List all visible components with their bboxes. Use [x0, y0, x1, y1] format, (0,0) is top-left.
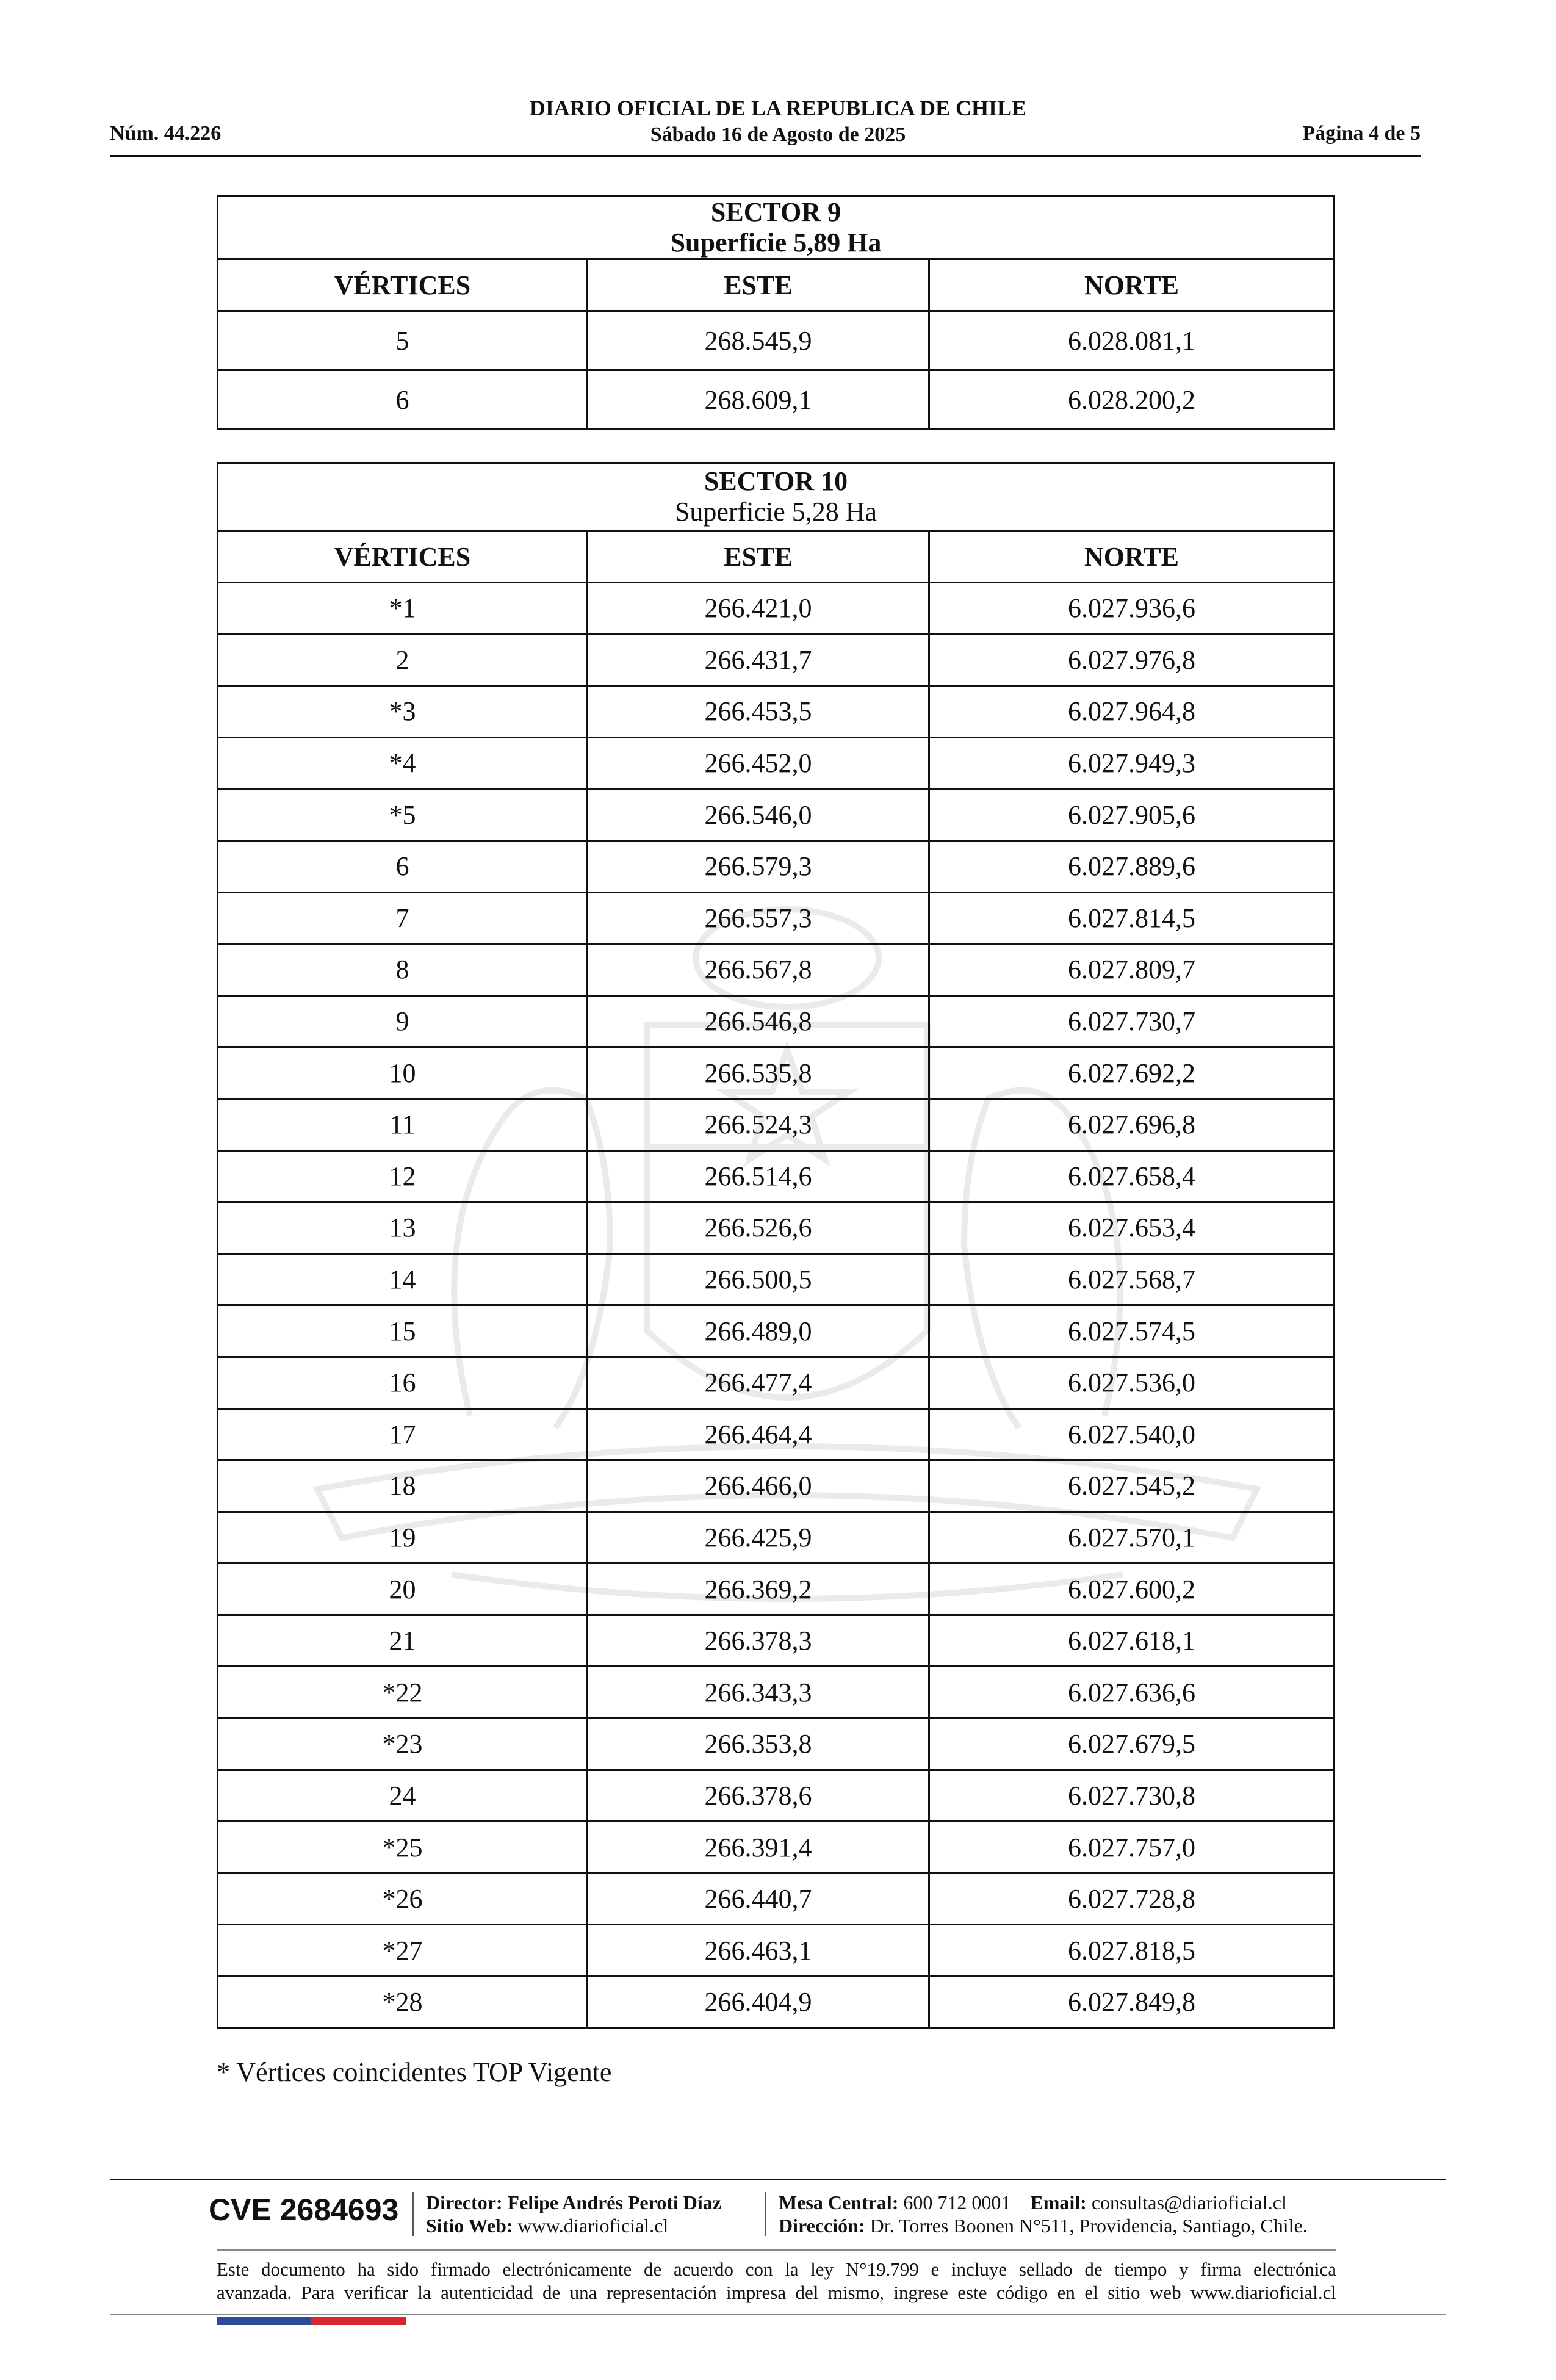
- norte-cell: 6.027.636,6: [929, 1667, 1334, 1718]
- table-row: [218, 1150, 1334, 1202]
- table-row: [218, 737, 1334, 789]
- table-row: [218, 1718, 1334, 1770]
- footer-separator: [765, 2192, 766, 2236]
- vertex-cell: 18: [218, 1460, 588, 1512]
- masthead-title: DIARIO OFICIAL DE LA REPUBLICA DE CHILE: [529, 96, 1027, 120]
- email-label: Email:: [1030, 2191, 1087, 2213]
- legal-notice: [217, 2258, 1336, 2304]
- vertex-cell: 17: [218, 1408, 588, 1460]
- table-row: [218, 1925, 1334, 1977]
- norte-cell: 6.027.658,4: [929, 1150, 1334, 1202]
- table-row: [218, 1822, 1334, 1873]
- table-row: [218, 1202, 1334, 1254]
- vertex-cell: 9: [218, 995, 588, 1047]
- este-cell: 266.404,9: [588, 1977, 929, 2028]
- table-row: [218, 1615, 1334, 1667]
- este-cell: 266.378,6: [588, 1770, 929, 1822]
- table-row: [218, 1408, 1334, 1460]
- este-cell: 266.535,8: [588, 1047, 929, 1099]
- table-row: [218, 1098, 1334, 1150]
- vertex-cell: *3: [218, 686, 588, 738]
- table-row: [218, 311, 1334, 370]
- este-cell: 266.425,9: [588, 1512, 929, 1563]
- legal-line: avanzada. Para verificar la autenticidad de una representación impresa del mismo, ingrese este código en el sitio web www.diarioficial.cl: [217, 2282, 1336, 2303]
- vertex-cell: 8: [218, 944, 588, 996]
- este-cell: 266.431,7: [588, 634, 929, 686]
- este-cell: 266.369,2: [588, 1563, 929, 1615]
- footnote: * Vértices coincidentes TOP Vigente: [217, 2057, 612, 2087]
- vertex-cell: *25: [218, 1822, 588, 1873]
- mesa-phone: 600 712 0001: [903, 2191, 1011, 2213]
- table-row: [218, 995, 1334, 1047]
- column-header-este: ESTE: [588, 259, 929, 311]
- footer-contact-block: [779, 2191, 1308, 2237]
- este-cell: 266.453,5: [588, 686, 929, 738]
- sector-9-heading: [218, 197, 1334, 259]
- table-row: [218, 634, 1334, 686]
- vertex-cell: 15: [218, 1305, 588, 1357]
- table-row: [218, 1047, 1334, 1099]
- table-row: [218, 583, 1334, 635]
- vertex-cell: 20: [218, 1563, 588, 1615]
- sector-10-table: [217, 462, 1335, 2029]
- norte-cell: 6.027.570,1: [929, 1512, 1334, 1563]
- este-cell: 266.464,4: [588, 1408, 929, 1460]
- vertex-cell: *27: [218, 1925, 588, 1977]
- legal-line: Este documento ha sido firmado electrónicamente de acuerdo con la ley N°19.799 e incluye sellado de tiempo y firma electrónica: [217, 2259, 1336, 2280]
- flag-stripe-red: [311, 2317, 406, 2325]
- norte-cell: 6.027.574,5: [929, 1305, 1334, 1357]
- address-value: Dr. Torres Boonen N°511, Providencia, Santiago, Chile.: [870, 2215, 1308, 2237]
- vertex-cell: *22: [218, 1667, 588, 1718]
- norte-cell: 6.027.964,8: [929, 686, 1334, 738]
- norte-cell: 6.028.200,2: [929, 370, 1334, 430]
- este-cell: 266.391,4: [588, 1822, 929, 1873]
- norte-cell: 6.027.679,5: [929, 1718, 1334, 1770]
- este-cell: 266.526,6: [588, 1202, 929, 1254]
- norte-cell: 6.027.545,2: [929, 1460, 1334, 1512]
- vertex-cell: 24: [218, 1770, 588, 1822]
- footer-inner-divider: [217, 2249, 1336, 2251]
- masthead-date: Sábado 16 de Agosto de 2025: [650, 123, 906, 146]
- column-header-este: ESTE: [588, 531, 929, 583]
- norte-cell: 6.027.905,6: [929, 789, 1334, 841]
- table-row: [218, 1512, 1334, 1563]
- este-cell: 266.514,6: [588, 1150, 929, 1202]
- norte-cell: 6.027.849,8: [929, 1977, 1334, 2028]
- norte-cell: 6.027.696,8: [929, 1098, 1334, 1150]
- table-row: [218, 1357, 1334, 1408]
- vertex-cell: *28: [218, 1977, 588, 2028]
- vertex-cell: 11: [218, 1098, 588, 1150]
- table-row: [218, 944, 1334, 996]
- vertex-cell: 14: [218, 1253, 588, 1305]
- vertex-cell: *26: [218, 1873, 588, 1925]
- este-cell: 266.421,0: [588, 583, 929, 635]
- vertex-cell: 5: [218, 311, 588, 370]
- cve-code: CVE 2684693: [209, 2193, 399, 2227]
- table-row: [218, 1563, 1334, 1615]
- este-cell: 266.567,8: [588, 944, 929, 996]
- table-row: [218, 370, 1334, 430]
- norte-cell: 6.027.653,4: [929, 1202, 1334, 1254]
- norte-cell: 6.027.730,7: [929, 995, 1334, 1047]
- norte-cell: 6.027.536,0: [929, 1357, 1334, 1408]
- footer-divider: [110, 2179, 1446, 2180]
- este-cell: 266.477,4: [588, 1357, 929, 1408]
- norte-cell: 6.027.692,2: [929, 1047, 1334, 1099]
- vertex-cell: 2: [218, 634, 588, 686]
- vertex-cell: 7: [218, 892, 588, 944]
- vertex-cell: 12: [218, 1150, 588, 1202]
- este-cell: 266.466,0: [588, 1460, 929, 1512]
- vertex-cell: 19: [218, 1512, 588, 1563]
- flag-stripe-blue: [217, 2317, 311, 2325]
- norte-cell: 6.027.568,7: [929, 1253, 1334, 1305]
- norte-cell: 6.027.600,2: [929, 1563, 1334, 1615]
- norte-cell: 6.027.728,8: [929, 1873, 1334, 1925]
- este-cell: 266.557,3: [588, 892, 929, 944]
- norte-cell: 6.027.814,5: [929, 892, 1334, 944]
- este-cell: 266.579,3: [588, 840, 929, 892]
- este-cell: 266.440,7: [588, 1873, 929, 1925]
- norte-cell: 6.027.949,3: [929, 737, 1334, 789]
- norte-cell: 6.027.618,1: [929, 1615, 1334, 1667]
- norte-cell: 6.027.730,8: [929, 1770, 1334, 1822]
- vertex-cell: *5: [218, 789, 588, 841]
- sector-9-table: [217, 195, 1335, 430]
- vertex-cell: *1: [218, 583, 588, 635]
- vertex-cell: *23: [218, 1718, 588, 1770]
- sector-surface: Superficie 5,28 Ha: [674, 497, 877, 527]
- address-label: Dirección:: [779, 2215, 865, 2237]
- norte-cell: 6.027.818,5: [929, 1925, 1334, 1977]
- page-indicator: Página 4 de 5: [1302, 122, 1421, 145]
- vertex-cell: 10: [218, 1047, 588, 1099]
- table-row: [218, 1977, 1334, 2028]
- este-cell: 266.353,8: [588, 1718, 929, 1770]
- este-cell: 266.546,0: [588, 789, 929, 841]
- sector-title: SECTOR 9: [710, 197, 841, 227]
- table-row: [218, 789, 1334, 841]
- vertex-cell: 6: [218, 840, 588, 892]
- website-link[interactable]: www.diarioficial.cl: [517, 2215, 669, 2237]
- sector-surface: Superficie 5,89 Ha: [670, 228, 882, 258]
- este-cell: 266.500,5: [588, 1253, 929, 1305]
- este-cell: 266.489,0: [588, 1305, 929, 1357]
- table-row: [218, 892, 1334, 944]
- table-row: [218, 686, 1334, 738]
- sector-title: SECTOR 10: [704, 466, 848, 496]
- column-header-norte: NORTE: [929, 531, 1334, 583]
- table-row: [218, 840, 1334, 892]
- column-header-vertices: VÉRTICES: [218, 259, 588, 311]
- sector-10-heading: [218, 463, 1334, 531]
- este-cell: 266.463,1: [588, 1925, 929, 1977]
- mesa-label: Mesa Central:: [779, 2191, 899, 2213]
- norte-cell: 6.027.889,6: [929, 840, 1334, 892]
- footer-bottom-divider: [110, 2314, 1446, 2315]
- este-cell: 268.609,1: [588, 370, 929, 430]
- norte-cell: 6.027.540,0: [929, 1408, 1334, 1460]
- table-row: [218, 1253, 1334, 1305]
- norte-cell: 6.027.976,8: [929, 634, 1334, 686]
- header-divider: [110, 155, 1421, 157]
- director-label: Director:: [426, 2191, 503, 2213]
- vertex-cell: 16: [218, 1357, 588, 1408]
- table-row: [218, 1460, 1334, 1512]
- este-cell: 268.545,9: [588, 311, 929, 370]
- director-name: Felipe Andrés Peroti Díaz: [507, 2191, 721, 2213]
- norte-cell: 6.027.809,7: [929, 944, 1334, 996]
- table-row: [218, 1305, 1334, 1357]
- vertex-cell: 13: [218, 1202, 588, 1254]
- table-row: [218, 1873, 1334, 1925]
- email-link[interactable]: consultas@diarioficial.cl: [1091, 2191, 1287, 2213]
- este-cell: 266.546,8: [588, 995, 929, 1047]
- este-cell: 266.378,3: [588, 1615, 929, 1667]
- footer-separator: [412, 2192, 414, 2236]
- table-row: [218, 1770, 1334, 1822]
- website-label: Sitio Web:: [426, 2215, 513, 2237]
- vertex-cell: *4: [218, 737, 588, 789]
- column-header-norte: NORTE: [929, 259, 1334, 311]
- norte-cell: 6.027.936,6: [929, 583, 1334, 635]
- issue-number: Núm. 44.226: [110, 122, 222, 145]
- este-cell: 266.524,3: [588, 1098, 929, 1150]
- vertex-cell: 21: [218, 1615, 588, 1667]
- vertex-cell: 6: [218, 370, 588, 430]
- footer-director-block: [426, 2191, 721, 2237]
- table-row: [218, 1667, 1334, 1718]
- norte-cell: 6.028.081,1: [929, 311, 1334, 370]
- norte-cell: 6.027.757,0: [929, 1822, 1334, 1873]
- column-header-vertices: VÉRTICES: [218, 531, 588, 583]
- este-cell: 266.343,3: [588, 1667, 929, 1718]
- este-cell: 266.452,0: [588, 737, 929, 789]
